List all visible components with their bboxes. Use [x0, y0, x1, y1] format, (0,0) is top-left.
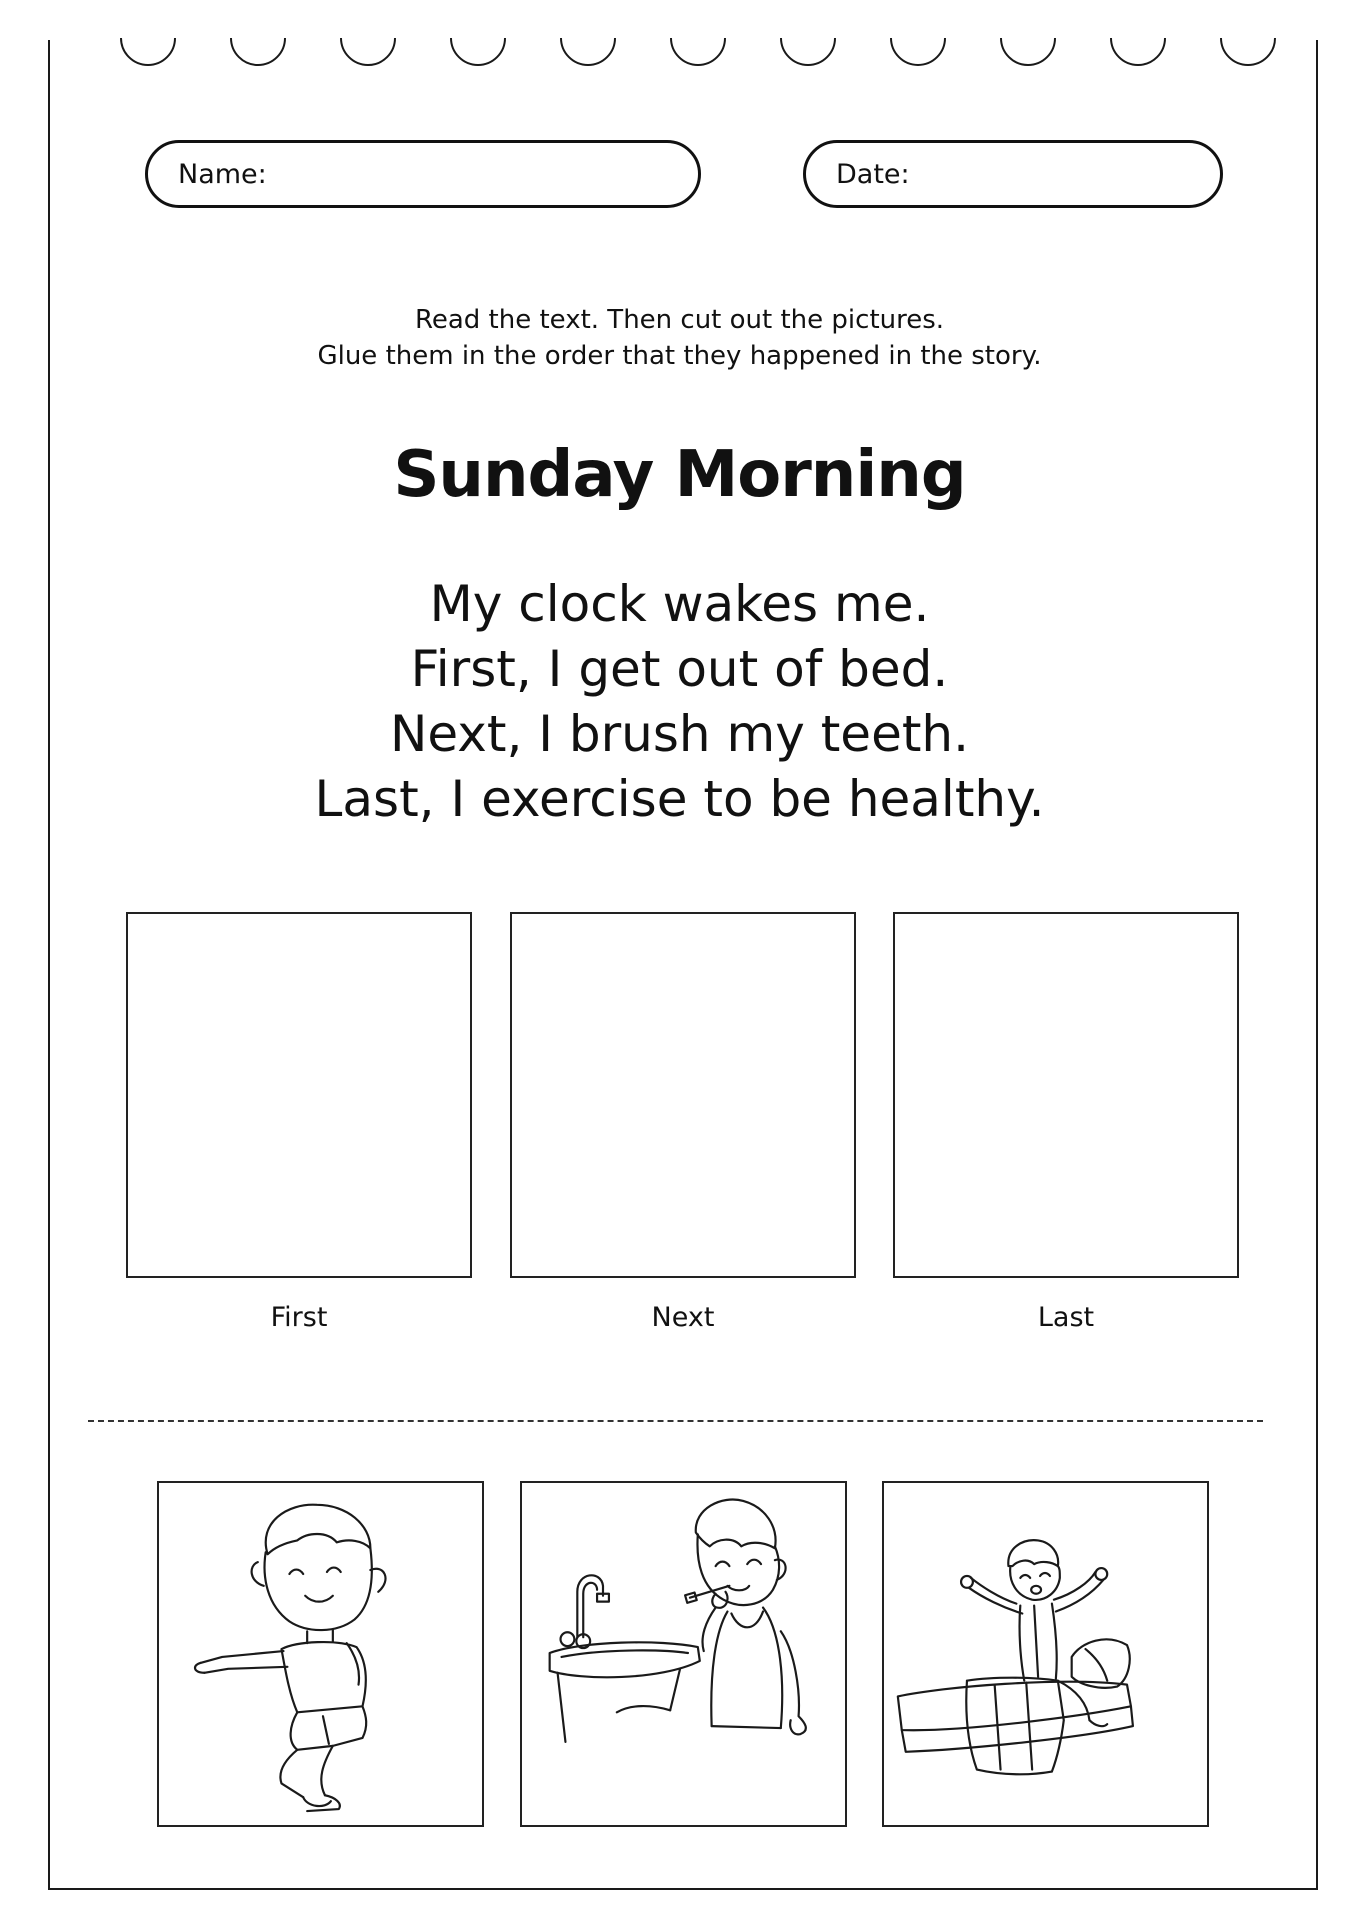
- scallop-hole: [671, 38, 725, 65]
- cutout-picture-brush-teeth[interactable]: [520, 1481, 847, 1827]
- scallop-hole: [1221, 38, 1275, 65]
- scallop-hole: [121, 38, 175, 65]
- story-line-1: My clock wakes me.: [429, 575, 930, 633]
- glue-box-label-first: First: [270, 1302, 328, 1333]
- boy-waking-up-in-bed-icon: [884, 1483, 1207, 1825]
- instructions-line-2: Glue them in the order that they happened in the story.: [317, 341, 1042, 371]
- date-label: Date:: [836, 158, 910, 190]
- story-line-3: Next, I brush my teeth.: [389, 705, 970, 763]
- story-line-4: Last, I exercise to be healthy.: [314, 770, 1045, 828]
- scalloped-top-edge: [48, 30, 1318, 90]
- scallop-hole: [891, 38, 945, 65]
- scallop-hole: [1111, 38, 1165, 65]
- boy-exercising-icon: [159, 1483, 482, 1825]
- date-field[interactable]: [803, 140, 1223, 208]
- story-text: [0, 572, 1359, 832]
- glue-box-label-last: Last: [1037, 1302, 1095, 1333]
- cutout-picture-exercise[interactable]: [157, 1481, 484, 1827]
- cutout-picture-wake-up[interactable]: [882, 1481, 1209, 1827]
- scallop-hole: [781, 38, 835, 65]
- glue-box-label-next: Next: [651, 1302, 715, 1333]
- boy-brushing-teeth-icon: [522, 1483, 845, 1825]
- dashed-cut-line: [88, 1420, 1263, 1422]
- page-title: Sunday Morning: [393, 438, 966, 512]
- story-line-2: First, I get out of bed.: [410, 640, 949, 698]
- glue-box-last[interactable]: [893, 912, 1239, 1278]
- name-label: Name:: [178, 158, 267, 190]
- scallop-hole: [561, 38, 615, 65]
- instructions: [0, 302, 1359, 374]
- instructions-line-1: Read the text. Then cut out the pictures.: [414, 305, 945, 335]
- scallop-hole: [451, 38, 505, 65]
- scallop-hole: [231, 38, 285, 65]
- glue-box-first[interactable]: [126, 912, 472, 1278]
- name-field[interactable]: [145, 140, 701, 208]
- scallop-hole: [341, 38, 395, 65]
- scallop-hole: [1001, 38, 1055, 65]
- glue-box-next[interactable]: [510, 912, 856, 1278]
